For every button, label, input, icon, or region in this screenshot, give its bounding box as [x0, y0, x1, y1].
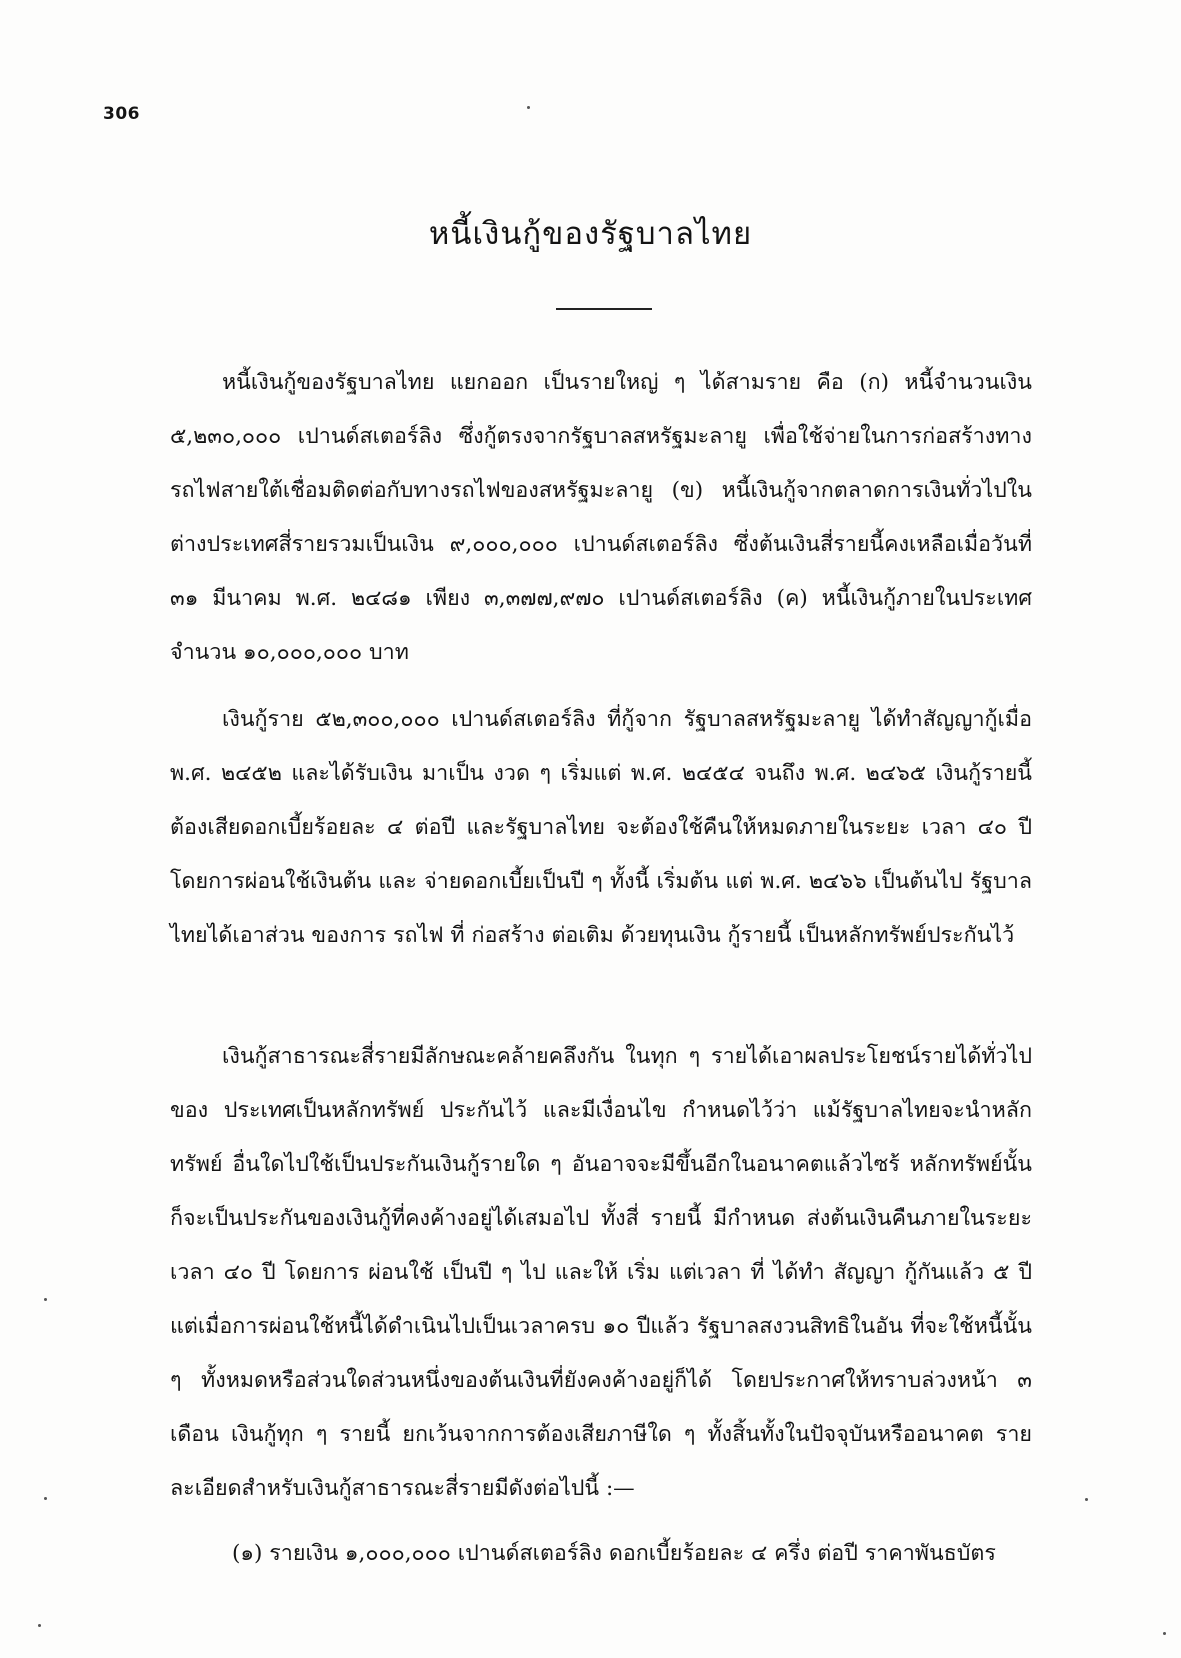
scan-speck	[1163, 1632, 1166, 1635]
title-divider	[556, 308, 652, 310]
paragraph-loan-overview: หนี้เงินกู้ของรัฐบาลไทย แยกออก เป็นรายใหญ่ ๆ ได้สามราย คือ (ก) หนี้จำนวนเงิน ๕,๒๓๐,๐๐๐ เปานด์สเตอร์ลิง ซึ่งกู้ตรงจากรัฐบาลสหรัฐมะลายู เพื่อใช้จ่ายในการก่อสร้างทางรถไฟสายใต้เชื่อมติดต่อกับทางรถไฟของสหรัฐมะลายู (ข) หนี้เงินกู้จากตลาดการเงินทั่วไปในต่างประเทศสี่รายรวมเป็นเงิน ๙,๐๐๐,๐๐๐ เปานด์สเตอร์ลิง ซึ่งต้นเงินสี่รายนี้คงเหลือเมื่อวันที่ ๓๑ มีนาคม พ.ศ. ๒๔๘๑ เพียง ๓,๓๗๗,๙๗๐ เปานด์สเตอร์ลิง (ค) หนี้เงินกู้ภายในประเทศจำนวน ๑๐,๐๐๐,๐๐๐ บาท	[170, 370, 1032, 665]
scan-speck	[38, 1624, 41, 1627]
scan-speck	[44, 1298, 47, 1301]
scan-speck	[1085, 1498, 1088, 1501]
page-number: 306	[103, 104, 140, 124]
paragraph-public-loans: เงินกู้สาธารณะสี่รายมีลักษณะคล้ายคลึงกัน ในทุก ๆ รายได้เอาผลประโยชน์รายได้ทั่วไปของ ประเทศเป็นหลักทรัพย์ ประกันไว้ และมีเงื่อนไข กำหนดไว้ว่า แม้รัฐบาลไทยจะนำหลักทรัพย์ อื่นใดไปใช้เป็นประกันเงินกู้รายใด ๆ อันอาจจะมีขึ้นอีกในอนาคตแล้วไซร้ หลักทรัพย์นั้นก็จะเป็นประกันของเงินกู้ที่คงค้างอยู่ได้เสมอไป ทั้งสี่ รายนี้ มีกำหนด ส่งต้นเงินคืนภายในระยะเวลา ๔๐ ปี โดยการ ผ่อนใช้ เป็นปี ๆ ไป และให้ เริ่ม แต่เวลา ที่ ได้ทำ สัญญา กู้กันแล้ว ๕ ปี แต่เมื่อการผ่อนใช้หนี้ได้ดำเนินไปเป็นเวลาครบ ๑๐ ปีแล้ว รัฐบาลสงวนสิทธิในอัน ที่จะใช้หนี้นั้น ๆ ทั้งหมดหรือส่วนใดส่วนหนึ่งของต้นเงินที่ยังคงค้างอยู่ก็ได้ โดยประกาศให้ทราบล่วงหน้า ๓ เดือน เงินกู้ทุก ๆ รายนี้ ยกเว้นจากการต้องเสียภาษีใด ๆ ทั้งสิ้นทั้งในปัจจุบันหรืออนาคต รายละเอียดสำหรับเงินกู้สาธารณะสี่รายมีดังต่อไปนี้ :—	[170, 1044, 1032, 1501]
scan-speck	[527, 106, 530, 109]
list-item-loan-1: (๑) รายเงิน ๑,๐๐๐,๐๐๐ เปานด์สเตอร์ลิง ดอกเบี้ยร้อยละ ๔ ครึ่ง ต่อปี ราคาพันธบัตร	[232, 1541, 996, 1566]
paragraph-malay-states-loan: เงินกู้ราย ๕๒,๓๐๐,๐๐๐ เปานด์สเตอร์ลิง ที่กู้จาก รัฐบาลสหรัฐมะลายู ได้ทำสัญญากู้เมื่อ พ.ศ. ๒๔๕๒ และได้รับเงิน มาเป็น งวด ๆ เริ่มแต่ พ.ศ. ๒๔๕๔ จนถึง พ.ศ. ๒๔๖๕ เงินกู้รายนี้ต้องเสียดอกเบี้ยร้อยละ ๔ ต่อปี และรัฐบาลไทย จะต้องใช้คืนให้หมดภายในระยะ เวลา ๔๐ ปี โดยการผ่อนใช้เงินต้น และ จ่ายดอกเบี้ยเป็นปี ๆ ทั้งนี้ เริ่มต้น แต่ พ.ศ. ๒๔๖๖ เป็นต้นไป รัฐบาลไทยได้เอาส่วน ของการ รถไฟ ที่ ก่อสร้าง ต่อเติม ด้วยทุนเงิน กู้รายนี้ เป็นหลักทรัพย์ประกันไว้	[170, 707, 1032, 948]
scan-speck	[44, 1497, 47, 1500]
document-title: หนี้เงินกู้ของรัฐบาลไทย	[428, 216, 753, 252]
